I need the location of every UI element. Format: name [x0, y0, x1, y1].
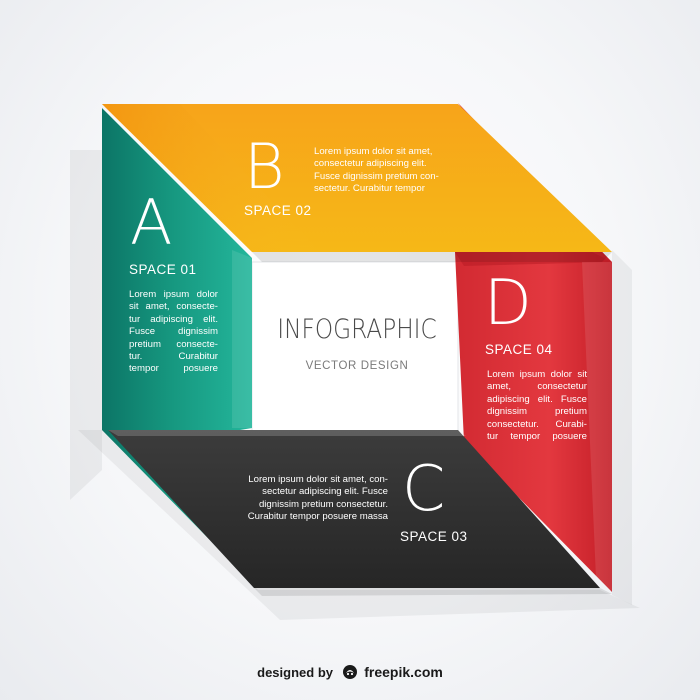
credit-line	[0, 664, 700, 683]
section-d-text-line: adipiscing elit. Fusce	[487, 393, 587, 405]
section-d-letter: D	[484, 266, 532, 339]
section-a-text-line: Lorem ipsum dolor	[129, 289, 218, 300]
segment-c-top-edge	[108, 430, 466, 436]
infographic-title: INFOGRAPHIC	[277, 314, 437, 345]
section-b-letter: B	[244, 130, 285, 203]
credit-brand: freepik.com	[364, 664, 443, 680]
section-c-text-line: Lorem ipsum dolor sit amet, con-	[248, 474, 388, 485]
infographic-subtitle: VECTOR DESIGN	[305, 360, 409, 372]
section-d-text-line: consectetur. Curabi-	[487, 418, 587, 430]
section-a-label: SPACE 01	[129, 262, 197, 277]
section-a-text-line: Fusce dignissim	[129, 326, 218, 338]
section-a-text-line: pretium consecte-	[129, 338, 218, 350]
section-b-text-line: Lorem ipsum dolor sit amet,	[314, 146, 433, 157]
section-b-text	[314, 146, 464, 196]
freepik-logo-icon	[342, 664, 358, 683]
section-c-text-line: dignissim pretium consectetur.	[258, 498, 388, 510]
section-c-text-line: Curabitur tempor posuere massa	[247, 511, 388, 523]
section-a-text-line: tur. Curabitur	[129, 351, 218, 363]
section-d-text-line: tur tempor posuere	[487, 431, 587, 443]
section-b-text-line: consectetur adipiscing elit.	[314, 158, 427, 170]
section-a-text-line: sit amet, consecte-	[129, 301, 218, 313]
section-b-text-line: Fusce dignissim pretium con-	[314, 170, 439, 182]
section-a-text	[129, 289, 218, 376]
segment-b-underside	[252, 252, 612, 262]
section-d-text-line: dignissim pretium	[487, 406, 587, 418]
section-d-text	[487, 369, 587, 443]
credit-prefix: designed by	[257, 665, 333, 680]
segment-a-highlight	[232, 250, 252, 428]
section-c-text	[224, 474, 388, 524]
section-c-label: SPACE 03	[400, 529, 468, 544]
section-c-letter: C	[402, 452, 446, 525]
shadow-right	[612, 250, 632, 605]
section-c-text-line: sectetur adipiscing elit. Fusce	[262, 486, 388, 498]
section-d-text-line: Lorem ipsum dolor sit	[487, 369, 587, 380]
section-a-text-line: tur adipiscing elit.	[129, 313, 218, 325]
section-d-label: SPACE 04	[485, 342, 553, 357]
section-a-text-line: tempor posuere	[129, 363, 218, 375]
section-b-text-line: sectetur. Curabitur tempor	[314, 183, 425, 195]
section-d-text-line: amet, consectetur	[487, 381, 587, 393]
section-a-letter: A	[130, 186, 173, 259]
section-b-label: SPACE 02	[244, 203, 312, 218]
